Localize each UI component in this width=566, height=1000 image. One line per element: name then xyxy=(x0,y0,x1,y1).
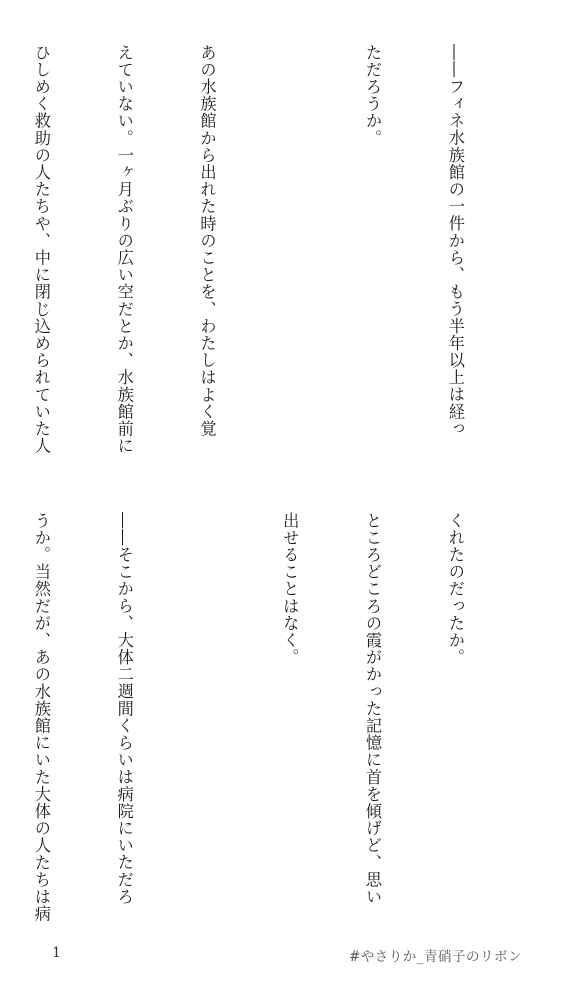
text-line: くれたのだったか。 xyxy=(445,512,465,666)
upper-text-block xyxy=(0,44,524,488)
text-line: ただろうか。 xyxy=(363,44,383,147)
text-line: ――そこから、大体二週間くらいは病院にいただろ xyxy=(114,512,134,906)
book-title: #やさりか_青硝子のリボン xyxy=(348,949,522,965)
text-line: あの水族館から出れた時のことを、わたしはよく覚 xyxy=(197,44,217,438)
blank-line xyxy=(276,44,304,488)
text-line: ところどころの霞がかった記憶に首を傾げど、思い xyxy=(363,512,383,906)
blank-line xyxy=(193,512,221,952)
text-line: 出せることはなく。 xyxy=(280,512,300,666)
text-line: ――フィネ水族館の一件から、もう半年以上は経っ xyxy=(445,44,465,438)
lower-text-block xyxy=(0,512,524,952)
page-number: 1 xyxy=(52,945,61,961)
text-line: うか。当然だが、あの水族館にいた大体の人たちは病 xyxy=(31,512,51,923)
text-line: えていない。一ヶ月ぶりの広い空だとか、水族館前に xyxy=(114,44,134,455)
text-line: ひしめく救助の人たちや、中に閉じ込められていた人 xyxy=(31,44,51,455)
